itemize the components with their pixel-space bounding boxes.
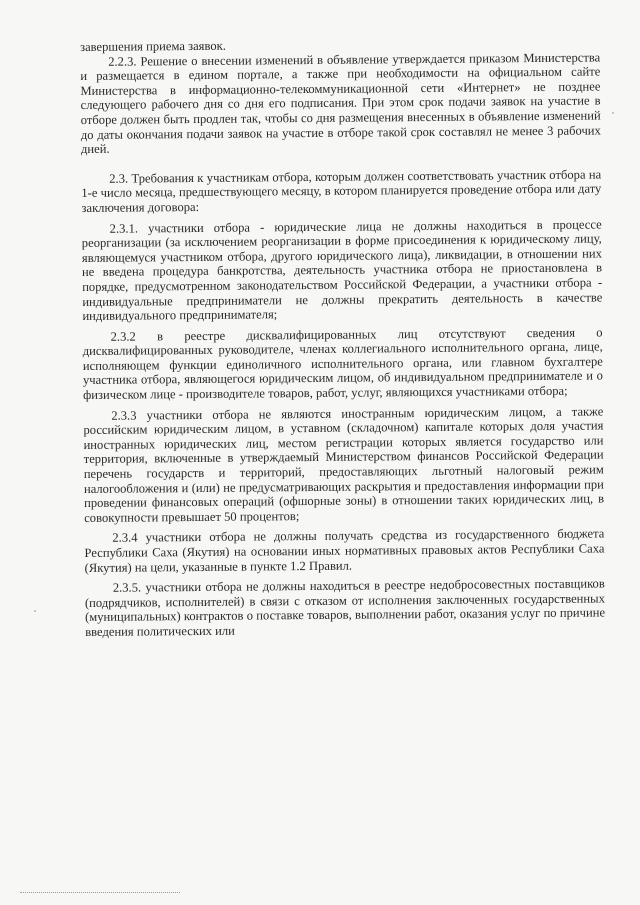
paragraph-2-3-5: 2.3.5. участники отбора не должны находиться в реестре недобросовестных поставщиков (подрядчиков, исполнителей) в связи с отказом от исполнения заключенных государственных (муниципальных) контрактов о поставке товаров, выполнении работ, оказания услуг по причине введения политических или: [84, 576, 606, 639]
paragraph-continuation: завершения приема заявок.: [80, 38, 226, 54]
scan-speck: [34, 610, 36, 612]
document-body: [80, 35, 605, 639]
paragraph-2-3-2: 2.3.2 в реестре дисквалифицированных лиц отсутствуют сведения о дисквалифицированных руководителе, членах коллегиального исполнительного органа, лице, исполняющем функции единоличного исполнительного органа, или главном бухгалтере участника отбора, являющегося юридическим лицом, об индивидуальном предпринимателе и о физическом лице - производителе товаров, работ, услуг, являющихся участниками отбора;: [82, 325, 604, 403]
scan-speck: [612, 112, 614, 114]
paragraph-2-3-4: 2.3.4 участники отбора не должны получать средства из государственного бюджета Республики Саха (Якутия) на основании иных нормативных правовых актов Республики Саха (Якутия) на цели, указанные в пункте 1.2 Правил.: [84, 526, 605, 575]
scan-edge-line: [20, 892, 180, 893]
paragraph-2-3-3: 2.3.3 участники отбора не являются иностранным юридическим лицом, а также российским юридическим лицом, в уставном (складочном) капитале которых доля участия иностранных юридических лиц, местом регистрации которых является государство или территория, включенные в утверждаемый Министерством финансов Российской Федерации перечень государств и территорий, предоставляющих льготный налоговый режим налогообложения и (или) не предусматривающих раскрытия и предоставления информации при проведении финансовых операций (офшорные зоны) в отношении таких юридических лиц, в совокупности превышает 50 процентов;: [83, 404, 605, 525]
paragraph-2-3-1: 2.3.1. участники отбора - юридические лица не должны находиться в процессе реорганизации (за исключением реорганизации в форме присоединения к юридическому лицу, являющемуся участником отбора, другого юридического лица), ликвидации, в отношении них не введена процедура банкротства, деятельность участника отбора не приостановлена в порядке, предусмотренном законодательством Российской Федерации, а участники отбора - индивидуальные предприниматели не должны прекратить деятельность в качестве индивидуального предпринимателя;: [81, 216, 603, 324]
paragraph-2-2-3: 2.2.3. Решение о внесении изменений в объявление утверждается приказом Министерства и размещается в едином портале, а также при необходимости на официальном сайте Министерства в информационно-телекоммуникационной сети «Интернет» не позднее следующего рабочего дня со дня его подписания. При этом срок подачи заявок на участие в отборе должен быть продлен так, чтобы со дня размещения внесенных в объявление изменений до даты окончания подачи заявок на участие в отборе такой срок составлял не менее 3 рабочих дней.: [80, 50, 601, 157]
paragraph-2-3: 2.3. Требования к участникам отбора, которым должен соответствовать участник отбора на 1-е число месяца, предшествующего месяцу, в котором планируется проведение отбора или дату заключения договора:: [81, 167, 602, 215]
